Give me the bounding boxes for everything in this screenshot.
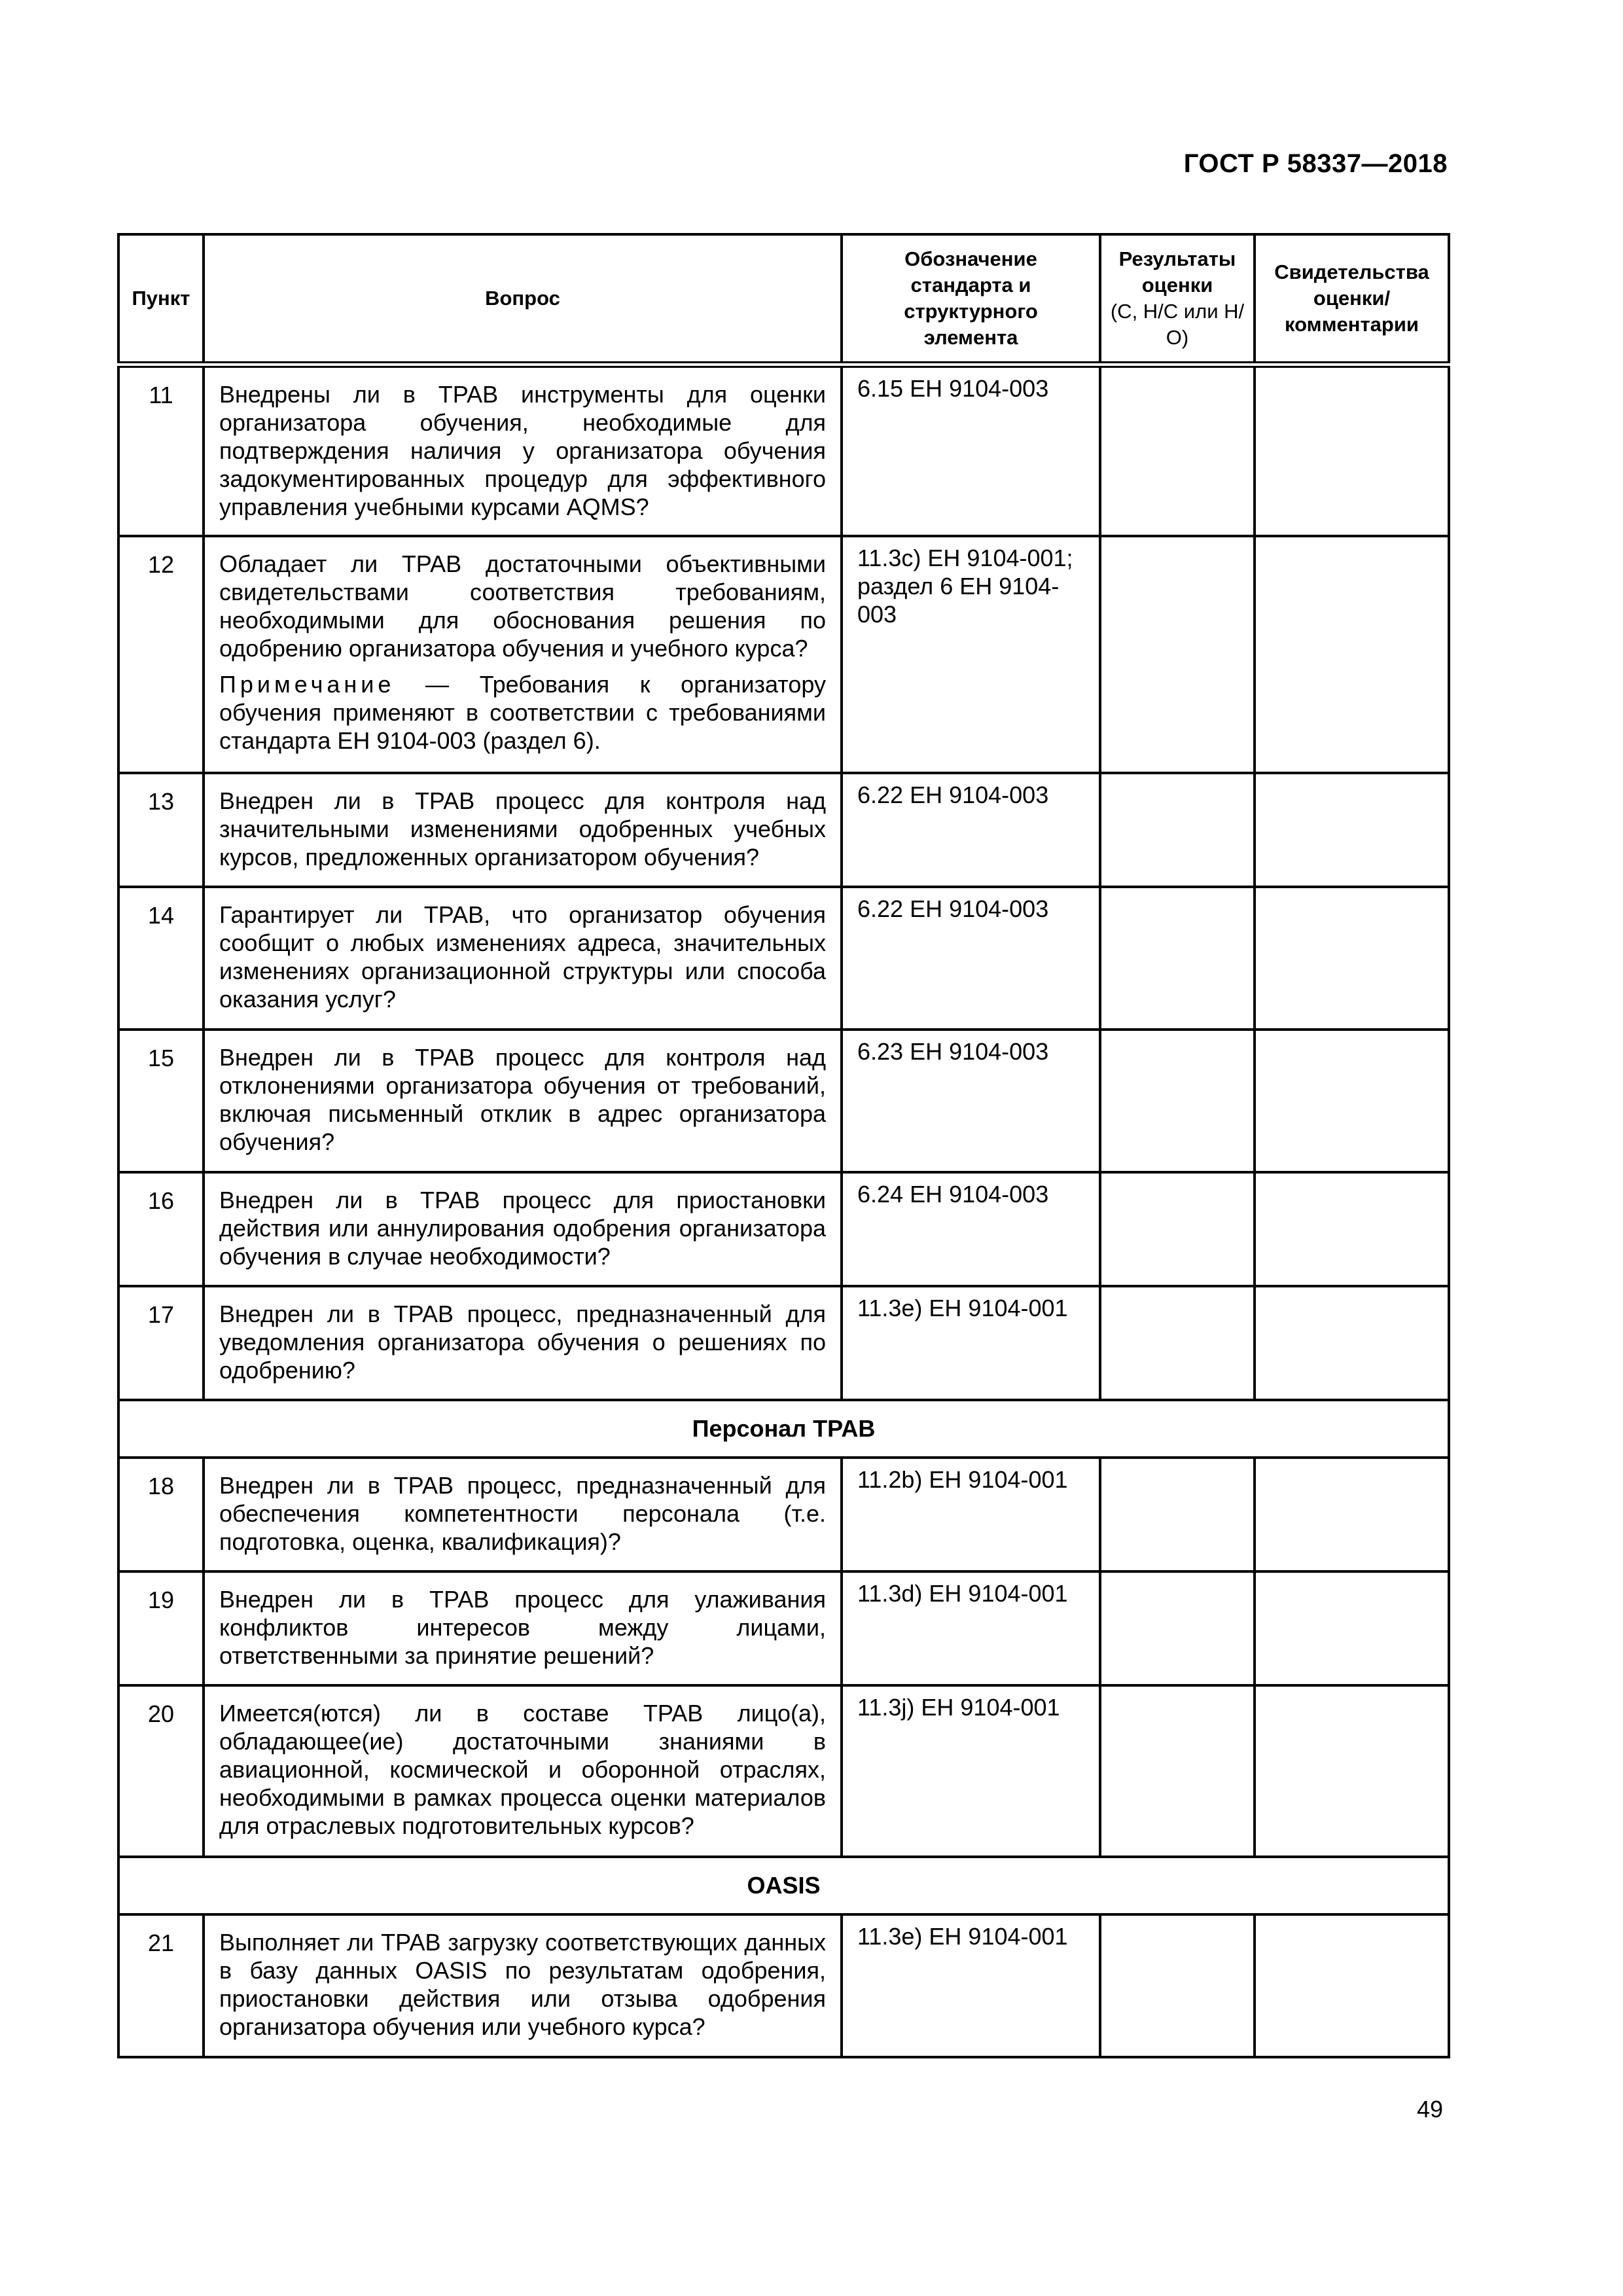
evidence-cell[interactable] [1255, 365, 1449, 536]
assessment-table [117, 233, 1450, 2058]
item-number: 17 [118, 1286, 204, 1400]
evidence-cell[interactable] [1255, 1458, 1449, 1571]
standard-reference: 6.15 ЕН 9104-003 [842, 365, 1100, 536]
question-text: Внедрен ли в TPAB процесс, предназначенный для уведомления организатора обучения о решениях по одобрению? [204, 1286, 842, 1400]
table-row [118, 1571, 1449, 1685]
item-number: 15 [118, 1030, 204, 1172]
section-row-personnel [118, 1400, 1449, 1458]
result-cell[interactable] [1100, 887, 1255, 1030]
result-cell[interactable] [1100, 1685, 1255, 1857]
result-cell[interactable] [1100, 773, 1255, 887]
note-text: — Требования к организатору обучения применяют в соответствии с требованиями стандарта ЕН 9104-003 (раздел 6). [219, 671, 826, 754]
evidence-cell[interactable] [1255, 1172, 1449, 1286]
header-item: Пункт [118, 234, 204, 365]
evidence-cell[interactable] [1255, 1685, 1449, 1857]
item-number: 16 [118, 1172, 204, 1286]
evidence-cell[interactable] [1255, 887, 1449, 1030]
section-title: Персонал TPAB [118, 1400, 1449, 1458]
item-number: 14 [118, 887, 204, 1030]
question-note [219, 670, 826, 755]
question-text: Выполняет ли TPAB загрузку соответствующих данных в базу данных OASIS по результатам одобрения, приостановки действия или отзыва одобрения организатора обучения или учебного курса? [204, 1914, 842, 2057]
table-header-row [118, 234, 1449, 365]
item-number: 12 [118, 536, 204, 773]
question-text: Внедрен ли в TPAB процесс, предназначенный для обеспечения компетентности персонала (т.е. подготовка, оценка, квалификация)? [204, 1458, 842, 1571]
table-row [118, 887, 1449, 1030]
item-number: 11 [118, 365, 204, 536]
result-cell[interactable] [1100, 1458, 1255, 1571]
question-text: Внедрены ли в TPAB инструменты для оценки организатора обучения, необходимые для подтверждения наличия у организатора обучения задокументированных процедур для эффективного управления учебными курсами AQMS? [204, 365, 842, 536]
table-row [118, 1685, 1449, 1857]
question-text: Внедрен ли в TPAB процесс для приостановки действия или аннулирования одобрения организатора обучения в случае необходимости? [204, 1172, 842, 1286]
section-title: OASIS [118, 1857, 1449, 1914]
item-number: 18 [118, 1458, 204, 1571]
table-row [118, 536, 1449, 773]
table-row [118, 1458, 1449, 1571]
header-standard: Обозначение стандарта и структурного элемента [842, 234, 1100, 365]
header-question: Вопрос [204, 234, 842, 365]
question-text: Внедрен ли в TPAB процесс для контроля над значительными изменениями одобренных учебных курсов, предложенных организатором обучения? [204, 773, 842, 887]
result-cell[interactable] [1100, 1030, 1255, 1172]
question-text: Имеется(ются) ли в составе TPAB лицо(а), обладающее(ие) достаточными знаниями в авиационной, космической и оборонной отраслях, необходимыми в рамках процесса оценки материалов для отраслевых подготовительных курсов? [204, 1685, 842, 1857]
question-text: Внедрен ли в TPAB процесс для контроля над отклонениями организатора обучения от требований, включая письменный отклик в адрес организатора обучения? [204, 1030, 842, 1172]
standard-reference: 6.24 ЕН 9104-003 [842, 1172, 1100, 1286]
result-cell[interactable] [1100, 1286, 1255, 1400]
evidence-cell[interactable] [1255, 1030, 1449, 1172]
table-row [118, 773, 1449, 887]
evidence-cell[interactable] [1255, 1286, 1449, 1400]
note-label: Примечание [219, 671, 395, 698]
question-text: Внедрен ли в TPAB процесс для улаживания конфликтов интересов между лицами, ответственными за принятие решений? [204, 1571, 842, 1685]
table-row [118, 1030, 1449, 1172]
header-results [1100, 234, 1255, 365]
result-cell[interactable] [1100, 1571, 1255, 1685]
item-number: 20 [118, 1685, 204, 1857]
standard-reference: 11.3c) ЕН 9104-001; раздел 6 ЕН 9104-003 [842, 536, 1100, 773]
question-text: Гарантирует ли TPAB, что организатор обучения сообщит о любых изменениях адреса, значительных изменениях организационной структуры или способа оказания услуг? [204, 887, 842, 1030]
result-cell[interactable] [1100, 536, 1255, 773]
evidence-cell[interactable] [1255, 536, 1449, 773]
section-row-oasis [118, 1857, 1449, 1914]
evidence-cell[interactable] [1255, 1571, 1449, 1685]
evidence-cell[interactable] [1255, 1914, 1449, 2057]
question-main: Обладает ли TPAB достаточными объективными свидетельствами соответствия требованиям, необходимыми для обоснования решения по одобрению организатора обучения и учебного курса? [219, 550, 826, 662]
item-number: 19 [118, 1571, 204, 1685]
standard-reference: 11.3j) ЕН 9104-001 [842, 1685, 1100, 1857]
header-results-title: Результаты оценки [1118, 247, 1236, 296]
standard-reference: 6.22 ЕН 9104-003 [842, 773, 1100, 887]
table-row [118, 1914, 1449, 2057]
result-cell[interactable] [1100, 365, 1255, 536]
document-code: ГОСТ Р 58337—2018 [1183, 149, 1448, 178]
header-evidence: Свидетельства оценки/ комментарии [1255, 234, 1449, 365]
result-cell[interactable] [1100, 1914, 1255, 2057]
result-cell[interactable] [1100, 1172, 1255, 1286]
standard-reference: 6.23 ЕН 9104-003 [842, 1030, 1100, 1172]
standard-reference: 11.3d) ЕН 9104-001 [842, 1571, 1100, 1685]
question-text [204, 536, 842, 773]
table-row [118, 1172, 1449, 1286]
item-number: 13 [118, 773, 204, 887]
item-number: 21 [118, 1914, 204, 2057]
standard-reference: 11.3e) ЕН 9104-001 [842, 1914, 1100, 2057]
standard-reference: 11.3e) ЕН 9104-001 [842, 1286, 1100, 1400]
table-row [118, 1286, 1449, 1400]
evidence-cell[interactable] [1255, 773, 1449, 887]
table-row [118, 365, 1449, 536]
standard-reference: 11.2b) ЕН 9104-001 [842, 1458, 1100, 1571]
page-number: 49 [1416, 2096, 1443, 2123]
header-results-sub: (С, Н/С или Н/О) [1110, 300, 1245, 349]
standard-reference: 6.22 ЕН 9104-003 [842, 887, 1100, 1030]
